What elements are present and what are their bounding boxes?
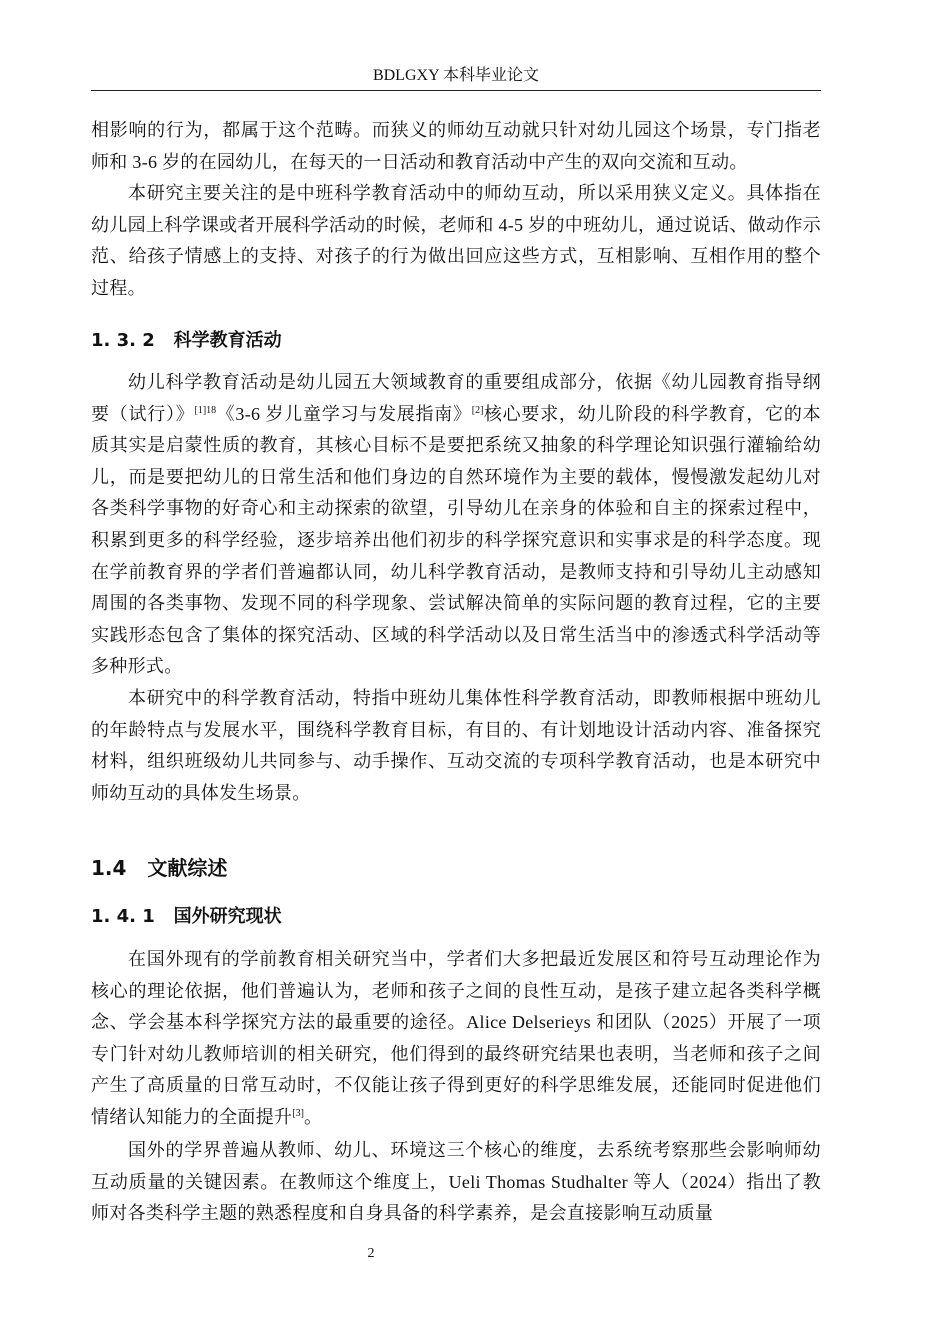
section-number: 1. 3. 2 [91,330,155,351]
paragraph-foreign-research [91,944,821,1134]
paragraph-text: 《3-6 岁儿童学习与发展指南》 [216,403,472,424]
section-title: 国外研究现状 [173,906,282,927]
section-heading-1-4-1 [91,905,282,929]
citation-superscript: [2] [471,404,484,416]
section-heading-1-4 [91,855,227,881]
paragraph-research-focus: 本研究主要关注的是中班科学教育活动中的师幼互动，所以采用狭义定义。具体指在幼儿园上科学课或者开展科学活动的时候，老师和 4-5 岁的中班幼儿，通过说话、做动作示范、给孩子情感上的支持、对孩子的行为做出回应这些方式，互相影响、互相作用的整个过程。 [91,183,821,298]
page-number: 2 [367,1246,375,1261]
citation-superscript: [1]18 [194,404,217,416]
paragraph-influencing-factors: 国外的学界普遍从教师、幼儿、环境这三个核心的维度，去系统考察那些会影响师幼互动质量的关键因素。在教师这个维度上，Ueli Thomas Studhalter 等人（2024）指出了教师对各类科学主题的熟悉程度和自身具备的科学素养，是会直接影响互动质量 [91,1140,821,1224]
header-rule [91,90,821,91]
running-header: BDLGXY 本科毕业论文 [372,67,540,84]
paragraph-text: 在国外现有的学前教育相关研究当中，学者们大多把最近发展区和符号互动理论作为核心的理论依据，他们普遍认为，老师和孩子之间的良性互动，是孩子建立起各类科学概念、学会基本科学探究方法的最重要的途径。Alice Delserieys 和团队（2025）开展了一项专门针对幼儿教师培训的相关研究，他们得到的最终研究结果也表明，当老师和孩子之间产生了高质量的日常互动时，不仅能让孩子得到更好的科学思维发展，还能同时促进他们情绪认知能力的全面提升 [91,949,821,1127]
paragraph-definition-narrow: 相影响的行为，都属于这个范畴。而狭义的师幼互动就只针对幼儿园这个场景，专门指老师和 3-6 岁的在园幼儿，在每天的一日活动和教育活动中产生的双向交流和互动。 [91,120,821,172]
paragraph-text: 核心要求，幼儿阶段的科学教育，它的本质其实是启蒙性质的教育，其核心目标不是要把系统又抽象的科学理论知识强行灌输给幼儿，而是要把幼儿的日常生活和他们身边的自然环境作为主要的载体，慢慢激发起幼儿对各类科学事物的好奇心和主动探索的欲望，引导幼儿在亲身的体验和自主的探索过程中，积累到更多的科学经验，逐步培养出他们初步的科学探究意识和实事求是的科学态度。现在学前教育界的学者们普遍都认同，幼儿科学教育活动，是教师支持和引导幼儿主动感知周围的各类事物、发现不同的科学现象、尝试解决简单的实际问题的教育过程，它的主要实践形态包含了集体的探究活动、区域的科学活动以及日常生活当中的渗透式科学活动等多种形式。 [91,403,821,677]
section-number: 1.4 [91,856,127,880]
section-number: 1. 4. 1 [91,906,155,927]
paragraph-science-education [91,367,821,683]
section-heading-1-3-2 [91,329,282,353]
section-title: 科学教育活动 [173,330,282,351]
citation-superscript: [3] [292,1107,304,1119]
paragraph-study-scope: 本研究中的科学教育活动，特指中班幼儿集体性科学教育活动，即教师根据中班幼儿的年龄特点与发展水平，围绕科学教育目标，有目的、有计划地设计活动内容、准备探究材料，组织班级幼儿共同参与、动手操作、互动交流的专项科学教育活动，也是本研究中师幼互动的具体发生场景。 [91,688,821,803]
paragraph-text: 幼儿科学教育活动是幼儿园五大领域教育的重要组成部分，依据《幼儿园教育指导纲要（试行）》 [91,372,821,424]
paragraph-text: 。 [303,1106,323,1127]
section-title: 文献综述 [147,856,228,880]
